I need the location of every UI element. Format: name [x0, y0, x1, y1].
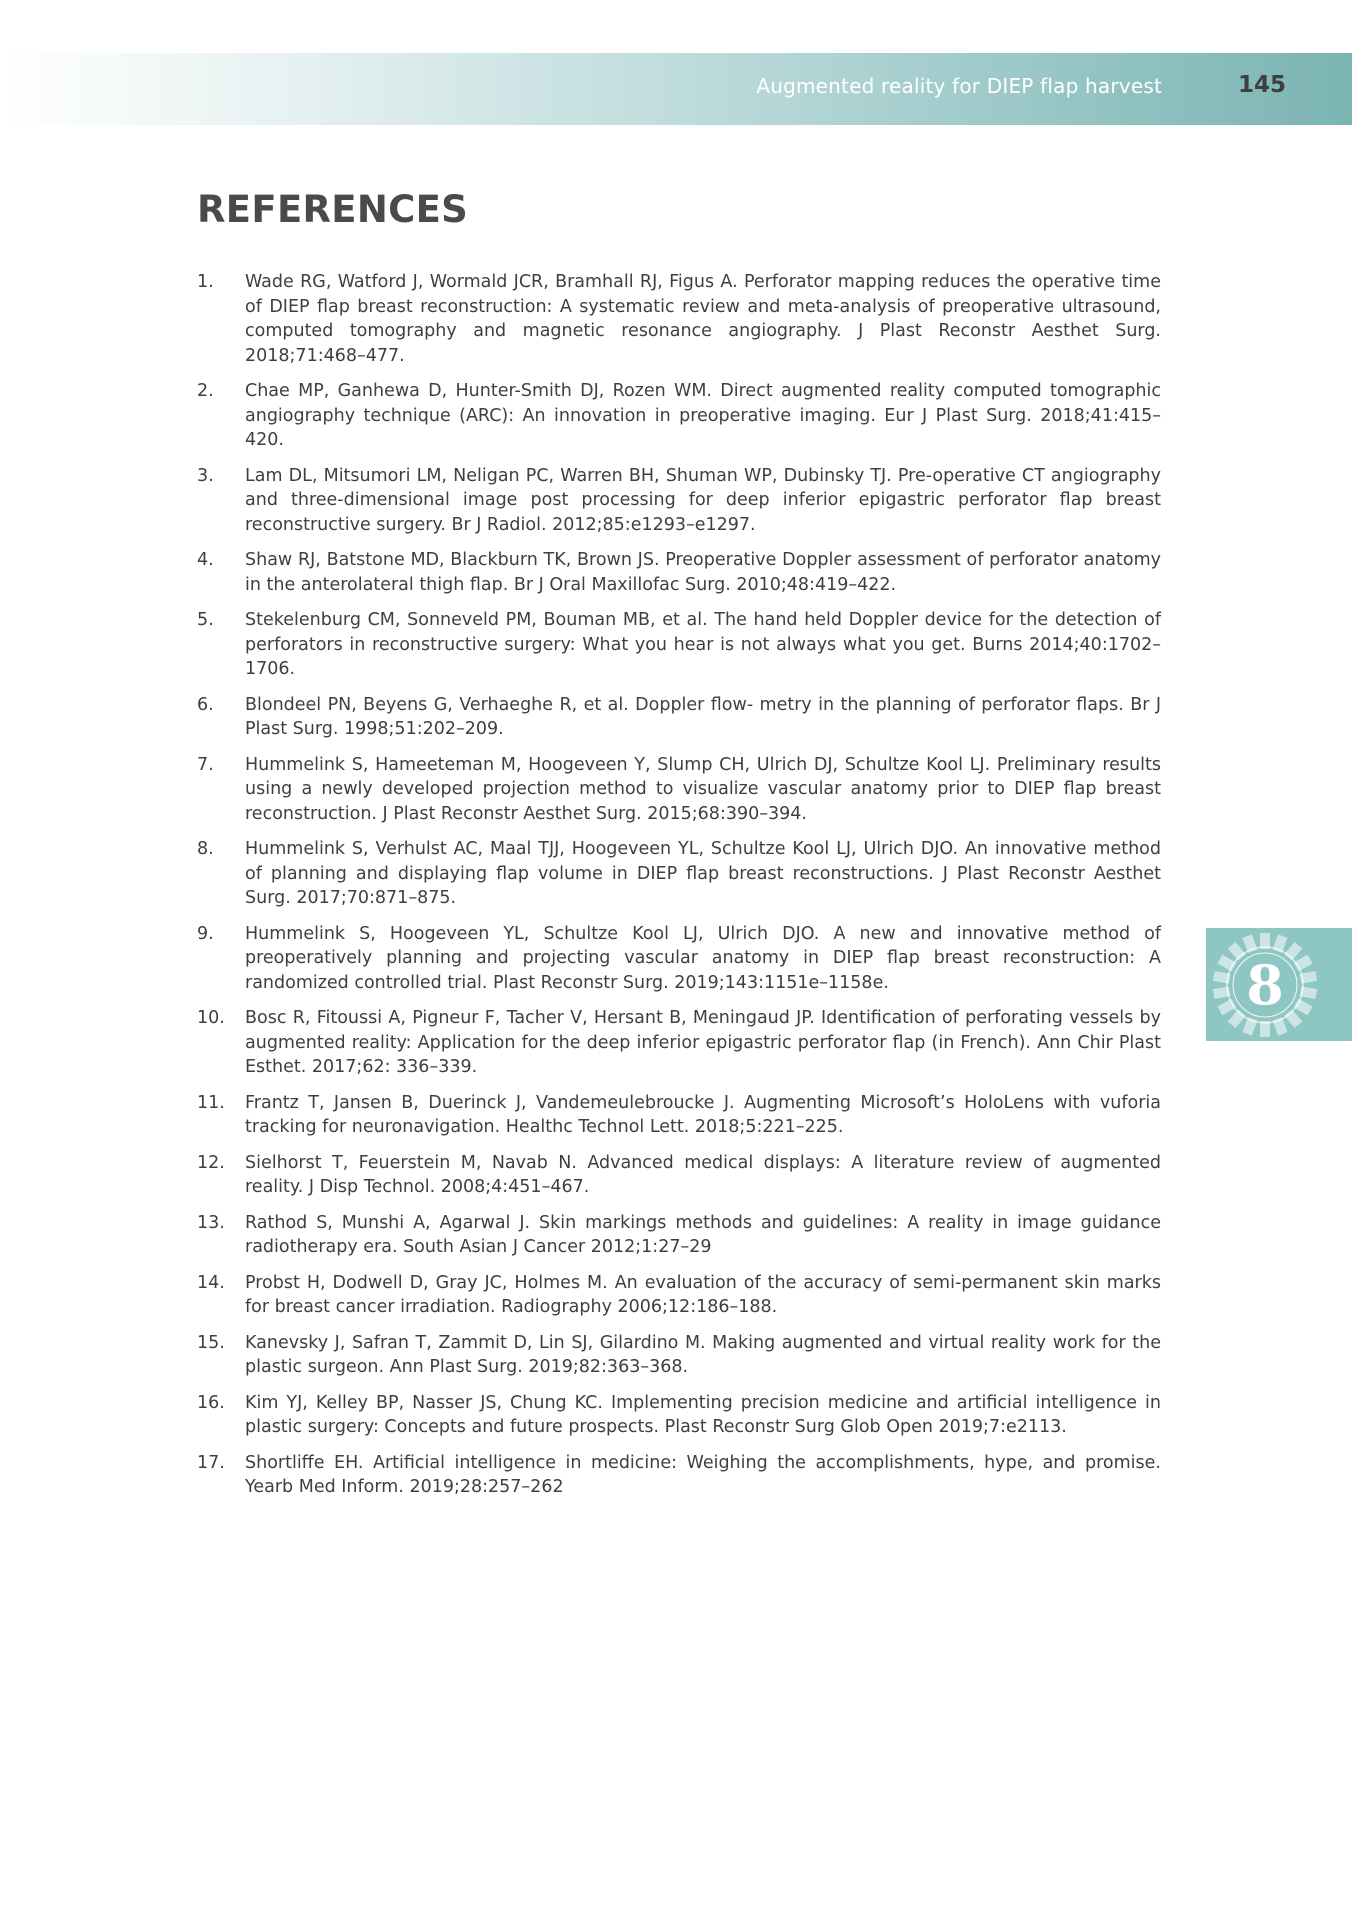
page-number: 145: [1238, 72, 1287, 98]
reference-number: 15.: [197, 1332, 225, 1353]
reference-item: [197, 922, 1161, 996]
reference-text: Sielhorst T, Feuerstein M, Navab N. Advanced medical displays: A literature review of augmented reality. J Disp Technol. 2008;4:451–467.: [245, 1152, 1161, 1197]
reference-number: 14.: [197, 1272, 225, 1293]
reference-text: Frantz T, Jansen B, Duerinck J, Vandemeulebroucke J. Augmenting Microsoft’s HoloLens with vuforia tracking for neuronavigation. Healthc Technol Lett. 2018;5:221–225.: [245, 1092, 1161, 1137]
reference-text: Blondeel PN, Beyens G, Verhaeghe R, et al. Doppler flow- metry in the planning of perforator flaps. Br J Plast Surg. 1998;51:202–209.: [245, 694, 1161, 739]
reference-item: [197, 270, 1161, 368]
reference-item: [197, 548, 1161, 597]
gear-tooth: [1284, 942, 1302, 961]
running-title: Augmented reality for DIEP flap harvest: [756, 74, 1162, 98]
reference-text: Kanevsky J, Safran T, Zammit D, Lin SJ, Gilardino M. Making augmented and virtual reality work for the plastic surgeon. Ann Plast Surg. 2019;82:363–368.: [245, 1332, 1161, 1377]
reference-item: [197, 837, 1161, 911]
reference-number: 10.: [197, 1008, 225, 1028]
gear-tooth: [1228, 1009, 1246, 1028]
reference-item: [197, 1151, 1161, 1200]
reference-text: Hummelink S, Hameeteman M, Hoogeveen Y, Slump CH, Ulrich DJ, Schultze Kool LJ. Preliminary results using a newly developed projection method to visualize vascular anatomy prior to DIEP flap breast reconstruction. J Plast Reconstr Aesthet Surg. 2015;68:390–394.: [245, 754, 1161, 824]
gear-tooth: [1284, 1009, 1302, 1028]
reference-item: [197, 1211, 1161, 1260]
reference-item: [197, 1331, 1161, 1380]
reference-item: [197, 693, 1161, 742]
reference-item: [197, 379, 1161, 453]
reference-number: 11.: [197, 1092, 225, 1113]
reference-item: [197, 1271, 1161, 1320]
reference-number: 16.: [197, 1392, 225, 1413]
reference-item: [197, 464, 1161, 538]
reference-text: Bosc R, Fitoussi A, Pigneur F, Tacher V, Hersant B, Meningaud JP. Identification of perforating vessels by augmented reality: Application for the deep inferior epigastric perforator flap (in French). Ann Chir Plast Esthet. 2017;62: 336–339.: [245, 1008, 1161, 1077]
reference-number: 13.: [197, 1212, 225, 1233]
reference-number: 17.: [197, 1452, 225, 1473]
reference-item: [197, 1006, 1161, 1080]
reference-text: Probst H, Dodwell D, Gray JC, Holmes M. An evaluation of the accuracy of semi-permanent skin marks for breast cancer irradiation. Radiography 2006;12:186–188.: [245, 1272, 1161, 1317]
reference-number: 1.: [197, 272, 214, 292]
reference-text: Rathod S, Munshi A, Agarwal J. Skin markings methods and guidelines: A reality in image guidance radiotherapy era. South Asian J Cancer 2012;1:27–29: [245, 1212, 1161, 1257]
reference-item: [197, 1451, 1161, 1500]
reference-text: Chae MP, Ganhewa D, Hunter-Smith DJ, Rozen WM. Direct augmented reality computed tomographic angiography technique (ARC): An innovation in preoperative imaging. Eur J Plast Surg. 2018;41:415–420.: [245, 381, 1161, 450]
reference-number: 6.: [197, 694, 214, 715]
reference-text: Shaw RJ, Batstone MD, Blackburn TK, Brown JS. Preoperative Doppler assessment of perforator anatomy in the anterolateral thigh flap. Br J Oral Maxillofac Surg. 2010;48:419–422.: [245, 550, 1161, 595]
reference-text: Shortliffe EH. Artificial intelligence in medicine: Weighing the accomplishments, hype, and promise. Yearb Med Inform. 2019;28:257–262: [245, 1452, 1161, 1497]
reference-number: 12.: [197, 1152, 225, 1173]
reference-text: Wade RG, Watford J, Wormald JCR, Bramhall RJ, Figus A. Perforator mapping reduces the operative time of DIEP flap breast reconstruction: A systematic review and meta-analysis of preoperative ultrasound, computed tomography and magnetic resonance angiography. J Plast Reconstr Aesthet Surg. 2018;71:468–477.: [245, 272, 1161, 366]
reference-list: [197, 270, 1161, 1511]
section-title: REFERENCES: [197, 188, 469, 231]
reference-text: Hummelink S, Verhulst AC, Maal TJJ, Hoogeveen YL, Schultze Kool LJ, Ulrich DJO. An innovative method of planning and displaying flap volume in DIEP flap breast reconstructions. J Plast Reconstr Aesthet Surg. 2017;70:871–875.: [245, 839, 1161, 908]
reference-number: 2.: [197, 381, 214, 401]
chapter-gear-icon: [1210, 930, 1320, 1040]
reference-text: Hummelink S, Hoogeveen YL, Schultze Kool LJ, Ulrich DJO. A new and innovative method of preoperatively planning and projecting vascular anatomy in DIEP flap breast reconstruction: A randomized controlled trial. Plast Reconstr Surg. 2019;143:1151e–1158e.: [245, 923, 1161, 993]
reference-number: 3.: [197, 465, 214, 486]
reference-item: [197, 1391, 1161, 1440]
reference-item: [197, 753, 1161, 827]
reference-number: 5.: [197, 610, 214, 630]
gear-tooth: [1228, 942, 1246, 961]
reference-text: Kim YJ, Kelley BP, Nasser JS, Chung KC. Implementing precision medicine and artificial intelligence in plastic surgery: Concepts and future prospects. Plast Reconstr Surg Glob Open 2019;7:e2113.: [245, 1392, 1161, 1437]
reference-number: 7.: [197, 754, 214, 775]
reference-number: 8.: [197, 839, 214, 859]
reference-text: Lam DL, Mitsumori LM, Neligan PC, Warren BH, Shuman WP, Dubinsky TJ. Pre-operative CT angiography and three-dimensional image post processing for deep inferior epigastric perforator flap breast reconstructive surgery. Br J Radiol. 2012;85:e1293–e1297.: [245, 465, 1161, 535]
reference-item: [197, 608, 1161, 682]
reference-item: [197, 1091, 1161, 1140]
chapter-number: 8: [1246, 953, 1284, 1017]
reference-text: Stekelenburg CM, Sonneveld PM, Bouman MB, et al. The hand held Doppler device for the detection of perforators in reconstructive surgery: What you hear is not always what you get. Burns 2014;40:1702–1706.: [245, 610, 1161, 679]
reference-number: 9.: [197, 923, 214, 944]
reference-number: 4.: [197, 550, 214, 570]
